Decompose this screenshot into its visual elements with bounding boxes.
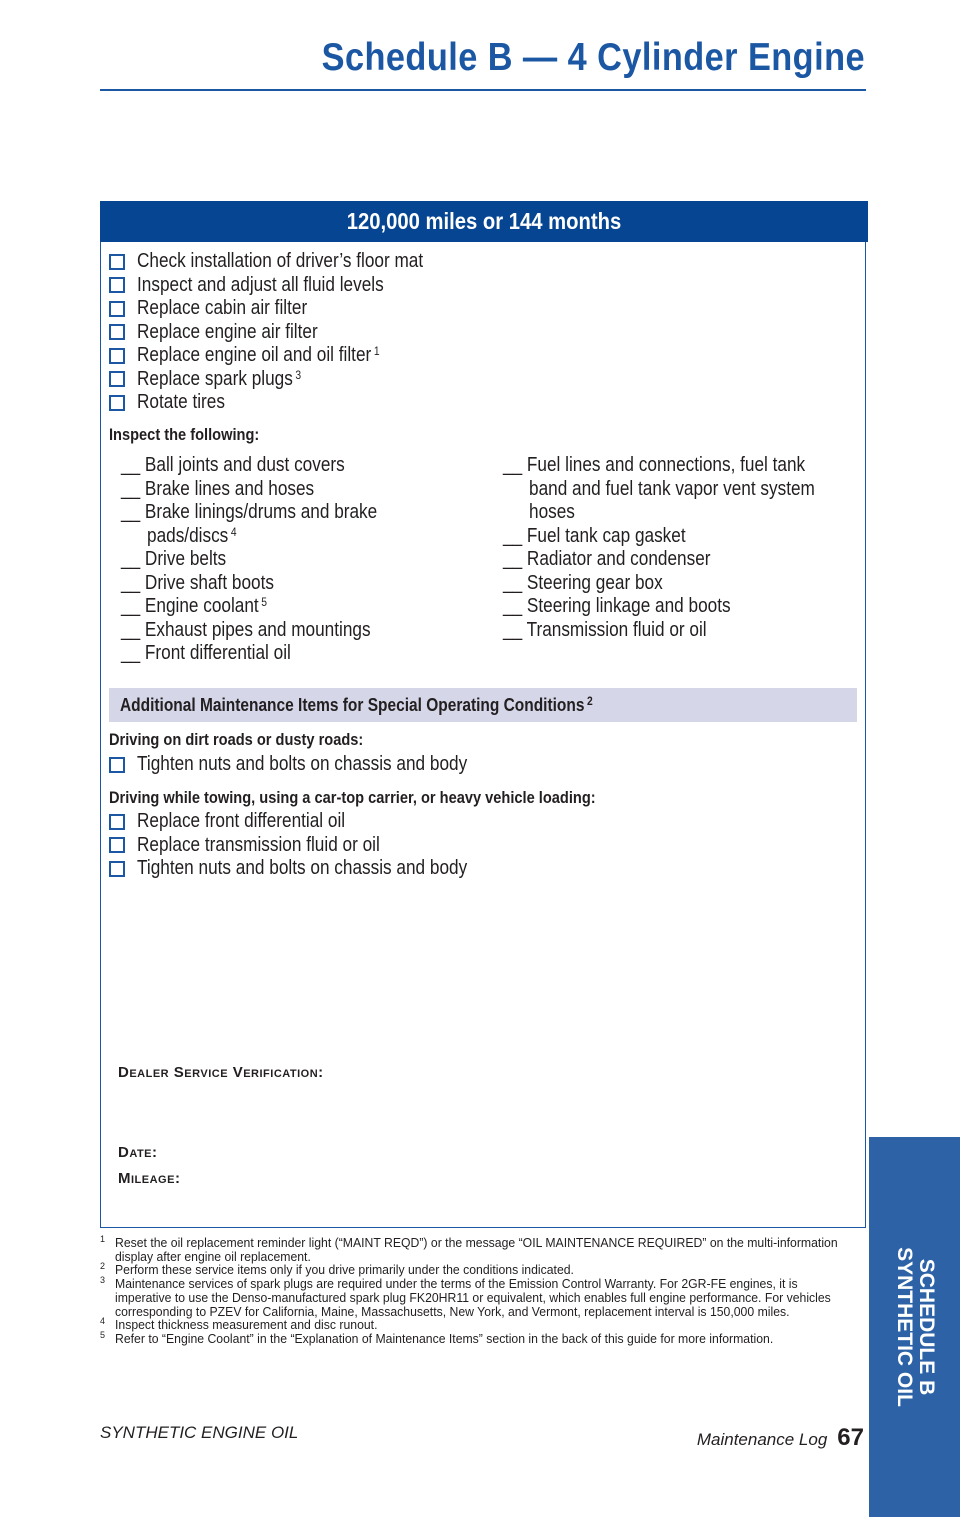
title-divider (100, 89, 866, 91)
checkbox[interactable] (109, 301, 125, 317)
inspect-item-continued: pads/discs $^4$ (147, 524, 237, 547)
side-tab-line: SCHEDULE B (914, 1258, 938, 1396)
checklist-item: Replace transmission fluid or oil (109, 834, 521, 858)
mileage-label: Mileage: (118, 1170, 181, 1187)
inspect-list-right (503, 454, 861, 642)
checkbox[interactable] (109, 348, 125, 364)
inspect-list-left (121, 454, 419, 666)
inspect-item: __ Fuel lines and connections, fuel tank (503, 454, 806, 476)
footnote: 3 Maintenance services of spark plugs are required under the terms of the Emission Control Warranty. For 2GR-FE engines, it is imperative to use the Denso-manufactured spark plug FK20HR11 or equivalent, which enables full engine performance. For vehicles corresponding to PZEV for California, Maine, Massachusetts, New York, and Vermont, replacement interval is 150,000 miles. (100, 1275, 831, 1319)
footnotes (100, 1236, 860, 1346)
footnote-ref: 4 (230, 524, 237, 539)
section-side-tab[interactable] (869, 1137, 960, 1517)
inspect-item: __ Ball joints and dust covers (121, 454, 345, 476)
page-number: 67 (837, 1424, 864, 1451)
inspect-item: __ Steering linkage and boots (503, 595, 731, 617)
checklist-item: Tighten nuts and bolts on chassis and body (109, 857, 521, 881)
maintenance-box (100, 201, 866, 1228)
checkbox[interactable] (109, 371, 125, 387)
inspect-item: __ Brake linings/drums and brake (121, 501, 378, 523)
page-title: Schedule B — 4 Cylinder Engine (321, 36, 865, 79)
footnote: 5 Refer to “Engine Coolant” in the “Explanation of Maintenance Items” section in the back of this guide for more information. (100, 1329, 774, 1346)
additional-maintenance-heading: Additional Maintenance Items for Special Operating Conditions $^2$ (109, 688, 857, 722)
dusty-roads-checklist (109, 753, 521, 777)
checklist-item: Rotate tires (109, 391, 470, 415)
inspect-item: __ Steering gear box (503, 571, 663, 594)
dusty-roads-heading: Driving on dirt roads or dusty roads: (109, 730, 364, 749)
footnote: 1 Reset the oil replacement reminder light (“MAINT REQD”) or the message “OIL MAINTENANCE REQUIRED” on the multi-information display after engine oil replacement. (100, 1234, 838, 1264)
checkbox[interactable] (109, 837, 125, 853)
footnote-ref: 2 (587, 694, 593, 708)
inspect-item: __ Drive belts (121, 548, 227, 570)
checkbox[interactable] (109, 814, 125, 830)
checkbox[interactable] (109, 277, 125, 293)
checkbox[interactable] (109, 861, 125, 877)
inspect-item: __ Drive shaft boots (121, 571, 274, 594)
interval-heading: 120,000 miles or 144 months (100, 201, 868, 242)
checklist-item: Replace spark plugs $^3$ (109, 368, 470, 392)
side-tab-line: SYNTHETIC OIL (892, 1247, 916, 1407)
inspect-item: __ Engine coolant $^5$ (121, 595, 268, 617)
footnote-ref: 5 (261, 595, 268, 609)
service-checklist (109, 250, 470, 415)
date-label: Date: (118, 1144, 158, 1161)
inspect-item-continued: hoses (529, 501, 575, 523)
footnote-ref: 1 (373, 344, 380, 358)
checklist-item: Replace cabin air filter (109, 297, 470, 321)
inspect-label: Inspect the following: (109, 425, 260, 444)
checklist-item: Check installation of driver’s floor mat (109, 250, 470, 274)
inspect-item: __ Fuel tank cap gasket (503, 524, 686, 547)
checklist-item: Replace engine oil and oil filter $^1$ (109, 344, 470, 368)
inspect-item-continued: band and fuel tank vapor vent system (529, 477, 815, 500)
footnote: 4 Inspect thickness measurement and disc runout. (100, 1316, 378, 1333)
inspect-item: __ Exhaust pipes and mountings (121, 618, 371, 641)
footer-log-label: Maintenance Log (696, 1430, 828, 1449)
checklist-item: Replace engine air filter (109, 321, 470, 345)
towing-heading: Driving while towing, using a car-top carrier, or heavy vehicle loading: (109, 788, 596, 807)
dealer-verification-label: Dealer Service Verification: (118, 1064, 324, 1081)
inspect-item: __ Brake lines and hoses (121, 477, 315, 500)
footer-page-info (697, 1424, 864, 1452)
checklist-item: Replace front differential oil (109, 810, 521, 834)
inspect-item: __ Radiator and condenser (503, 548, 711, 570)
footnote-ref: 3 (295, 367, 302, 382)
checklist-item: Tighten nuts and bolts on chassis and body (109, 753, 521, 777)
checkbox[interactable] (109, 324, 125, 340)
towing-checklist (109, 810, 521, 881)
checklist-item: Inspect and adjust all fluid levels (109, 274, 470, 298)
footnote: 2 Perform these service items only if you drive primarily under the conditions indicated. (100, 1261, 574, 1278)
checkbox[interactable] (109, 395, 125, 411)
checkbox[interactable] (109, 254, 125, 270)
checkbox[interactable] (109, 757, 125, 773)
footer-section-label: SYNTHETIC ENGINE OIL (100, 1423, 299, 1442)
inspect-item: __ Transmission fluid or oil (503, 618, 707, 641)
inspect-item: __ Front differential oil (121, 642, 291, 664)
